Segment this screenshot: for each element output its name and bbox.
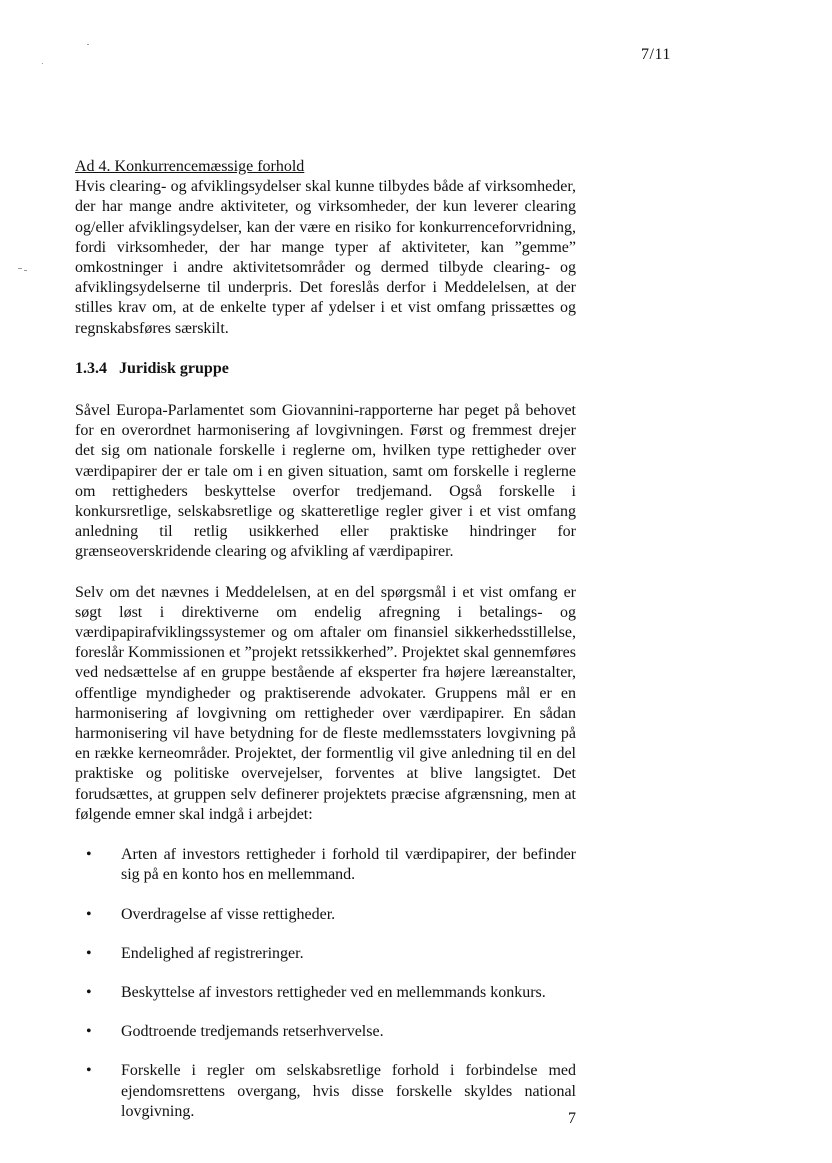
list-item-text: Forskelle i regler om selskabsretlige forhold i forbindelse med ejendomsrettens overgang, hvis disse forskelle skyldes national lovgivning. (121, 1062, 576, 1120)
subsection-heading (75, 359, 576, 379)
list-item-text: Endelighed af registreringer. (121, 944, 304, 962)
bullet-icon: • (86, 1062, 92, 1080)
list-item (75, 905, 576, 925)
subsection-paragraph-1: Såvel Europa-Parlamentet som Giovannini-rapporterne har peget på behovet for en overordnet harmonisering af lovgivningen. Først og fremmest drejer det sig om nationale forskelle i reglerne om, hvilken type rettigheder over værdipapirer der er tale om i en given situation, samt om forskelle i reglerne om rettigheders beskyttelse overfor tredjemand. Også forskelle i konkursretlige, selskabsretlige og skatteretlige regler giver i et vist omfang anledning til retlig usikkerhed eller praktiske hindringer for grænseoverskridende clearing og afvikling af værdipapirer. (75, 402, 576, 561)
list-item-text: Arten af investors rettigheder i forhold til værdipapirer, der befinder sig på en konto hos en mellemmand. (121, 846, 576, 884)
page-counter: 7/11 (641, 46, 671, 63)
subsection-title: Juridisk gruppe (119, 359, 229, 377)
section-ad4 (75, 157, 576, 339)
document-body (75, 157, 576, 1141)
scan-artifact (18, 268, 22, 269)
list-item (75, 1061, 576, 1122)
topics-list (75, 845, 576, 1122)
bullet-icon: • (86, 846, 92, 864)
scan-artifact (87, 44, 89, 45)
section-paragraph: Hvis clearing- og afviklingsydelser skal kunne tilbydes både af virksomheder, der har mange andre aktiviteter, og virksomheder, der kun leverer clearing og/eller afviklingsydelser, kan der være en risiko for konkurrenceforvridning, fordi virksomheder, der har mange typer af aktiviteter, kan ”gemme” omkostninger i andre aktivitetsområder og dermed tilbyde clearing- og afviklingsydelserne til underpris. Det foreslås derfor i Meddelelsen, at der stilles krav om, at de enkelte typer af ydelser i et vist omfang prissættes og regnskabsføres særskilt. (75, 178, 576, 337)
scan-artifact (42, 63, 43, 64)
page-number: 7 (568, 1110, 576, 1127)
list-item-text: Beskyttelse af investors rettigheder ved en mellemmands konkurs. (121, 983, 546, 1001)
paragraph-spacer (75, 563, 576, 583)
list-item-text: Overdragelse af visse rettigheder. (121, 905, 336, 923)
list-item (75, 1022, 576, 1042)
subsection-number: 1.3.4 (75, 359, 107, 377)
bullet-icon: • (86, 944, 92, 962)
section-heading: Ad 4. Konkurrencemæssige forhold (75, 158, 305, 175)
list-item (75, 845, 576, 885)
subsection-paragraph-2: Selv om det nævnes i Meddelelsen, at en del spørgsmål i et vist omfang er søgt løst i direktiverne om endelig afregning i betalings- og værdipapirafviklingssystemer og om aftaler om finansiel sikkerhedsstillelse, foreslår Kommissionen et ”projekt retssikkerhed”. Projektet skal gennemføres ved nedsættelse af en gruppe bestående af eksperter fra højere læreanstalter, offentlige myndigheder og praktiserende advokater. Gruppens mål er en harmonisering af lovgivning om rettigheder over værdipapirer. En sådan harmonisering vil have betydning for de fleste medlemsstaters lovgivning på en række kerneområder. Projektet, der formentlig vil give anledning til en del praktiske og politiske overvejelser, forventes at blive langsigtet. Det forudsættes, at gruppen selv definerer projektets præcise afgrænsning, men at følgende emner skal indgå i arbejdet: (75, 583, 576, 823)
bullet-icon: • (86, 1023, 92, 1041)
scan-artifact (24, 270, 27, 271)
bullet-icon: • (86, 905, 92, 923)
bullet-icon: • (86, 983, 92, 1001)
list-item (75, 944, 576, 964)
list-item (75, 983, 576, 1003)
list-item-text: Godtroende tredjemands retserhvervelse. (121, 1023, 384, 1041)
